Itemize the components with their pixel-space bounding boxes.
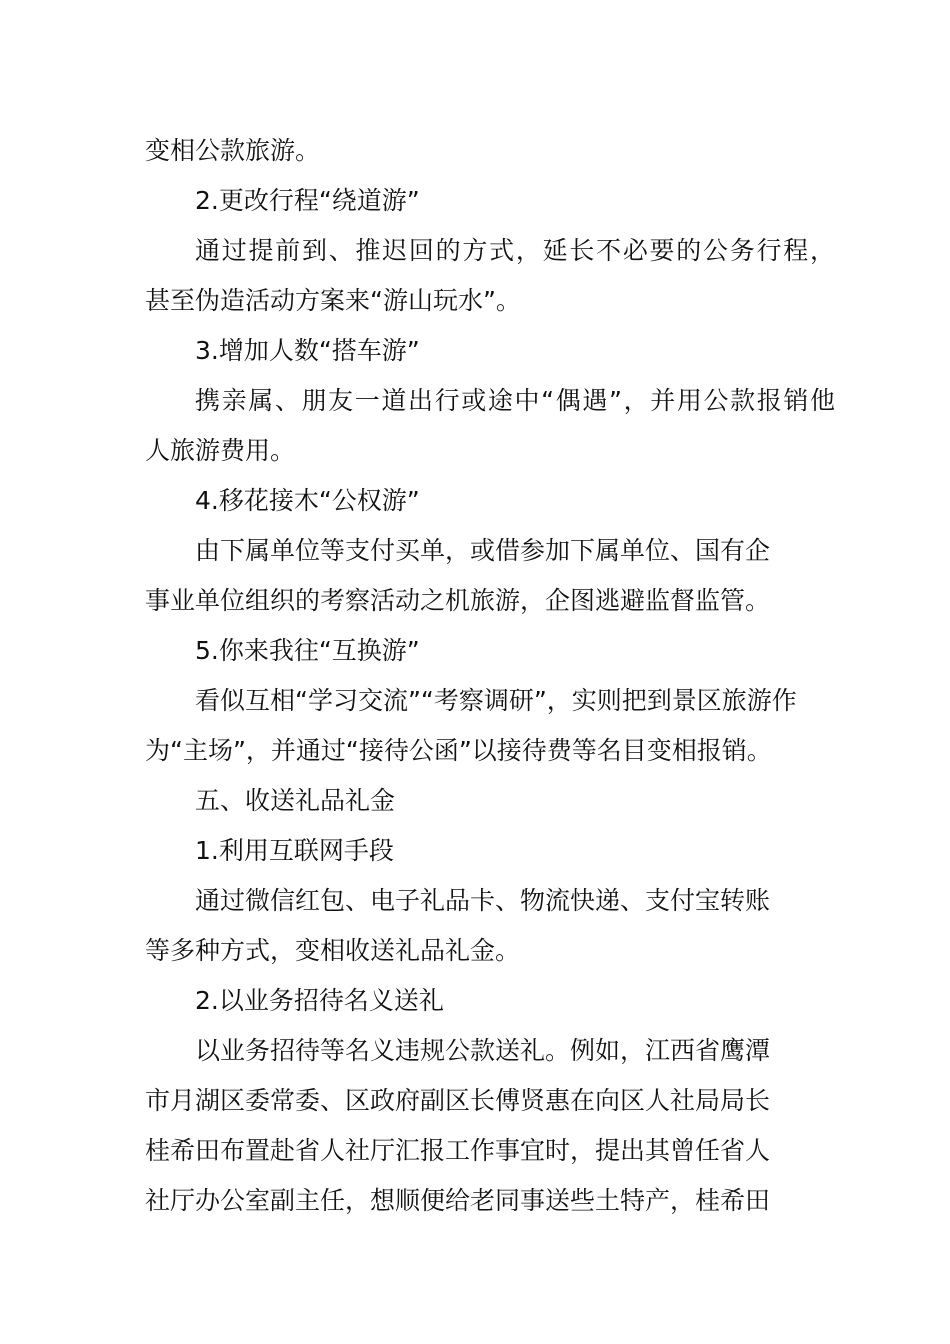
paragraph-line: 以业务招待等名义违规公款送礼。例如，江西省鹰潭: [195, 1036, 771, 1065]
document-body: [145, 126, 835, 1226]
paragraph-line: 通过提前到、推迟回的方式，延长不必要的公务行程，: [195, 236, 835, 265]
section-heading: 1.利用互联网手段: [195, 836, 394, 865]
paragraph-line: 由下属单位等支付买单，或借参加下属单位、国有企: [195, 536, 771, 565]
paragraph-line: 人旅游费用。: [145, 436, 296, 465]
paragraph-line: 为“主场”，并通过“接待公函”以接待费等名目变相报销。: [145, 736, 772, 765]
chapter-heading: 五、收送礼品礼金: [195, 786, 396, 815]
paragraph-line: 通过微信红包、电子礼品卡、物流快递、支付宝转账: [195, 886, 771, 915]
paragraph-line: 事业单位组织的考察活动之机旅游，企图逃避监督监管。: [145, 586, 771, 615]
paragraph-line: 等多种方式，变相收送礼品礼金。: [145, 936, 521, 965]
section-heading: 5.你来我往“互换游”: [195, 636, 420, 665]
paragraph-line: 变相公款旅游。: [145, 136, 321, 165]
paragraph-line: 市月湖区委常委、区政府副区长傅贤惠在向区人社局局长: [145, 1086, 771, 1115]
paragraph-line: 看似互相“学习交流”“考察调研”，实则把到景区旅游作: [195, 686, 797, 715]
paragraph-line: 携亲属、朋友一道出行或途中“偶遇”，并用公款报销他: [195, 386, 835, 415]
section-heading: 4.移花接木“公权游”: [195, 486, 420, 515]
section-heading: 3.增加人数“搭车游”: [195, 336, 420, 365]
section-heading: 2.更改行程“绕道游”: [195, 186, 420, 215]
paragraph-line: 甚至伪造活动方案来“游山玩水”。: [145, 286, 521, 315]
section-heading: 2.以业务招待名义送礼: [195, 986, 444, 1015]
paragraph-line: 桂希田布置赴省人社厅汇报工作事宜时，提出其曾任省人: [145, 1136, 771, 1165]
paragraph-line: 社厅办公室副主任，想顺便给老同事送些土特产，桂希田: [145, 1186, 771, 1215]
